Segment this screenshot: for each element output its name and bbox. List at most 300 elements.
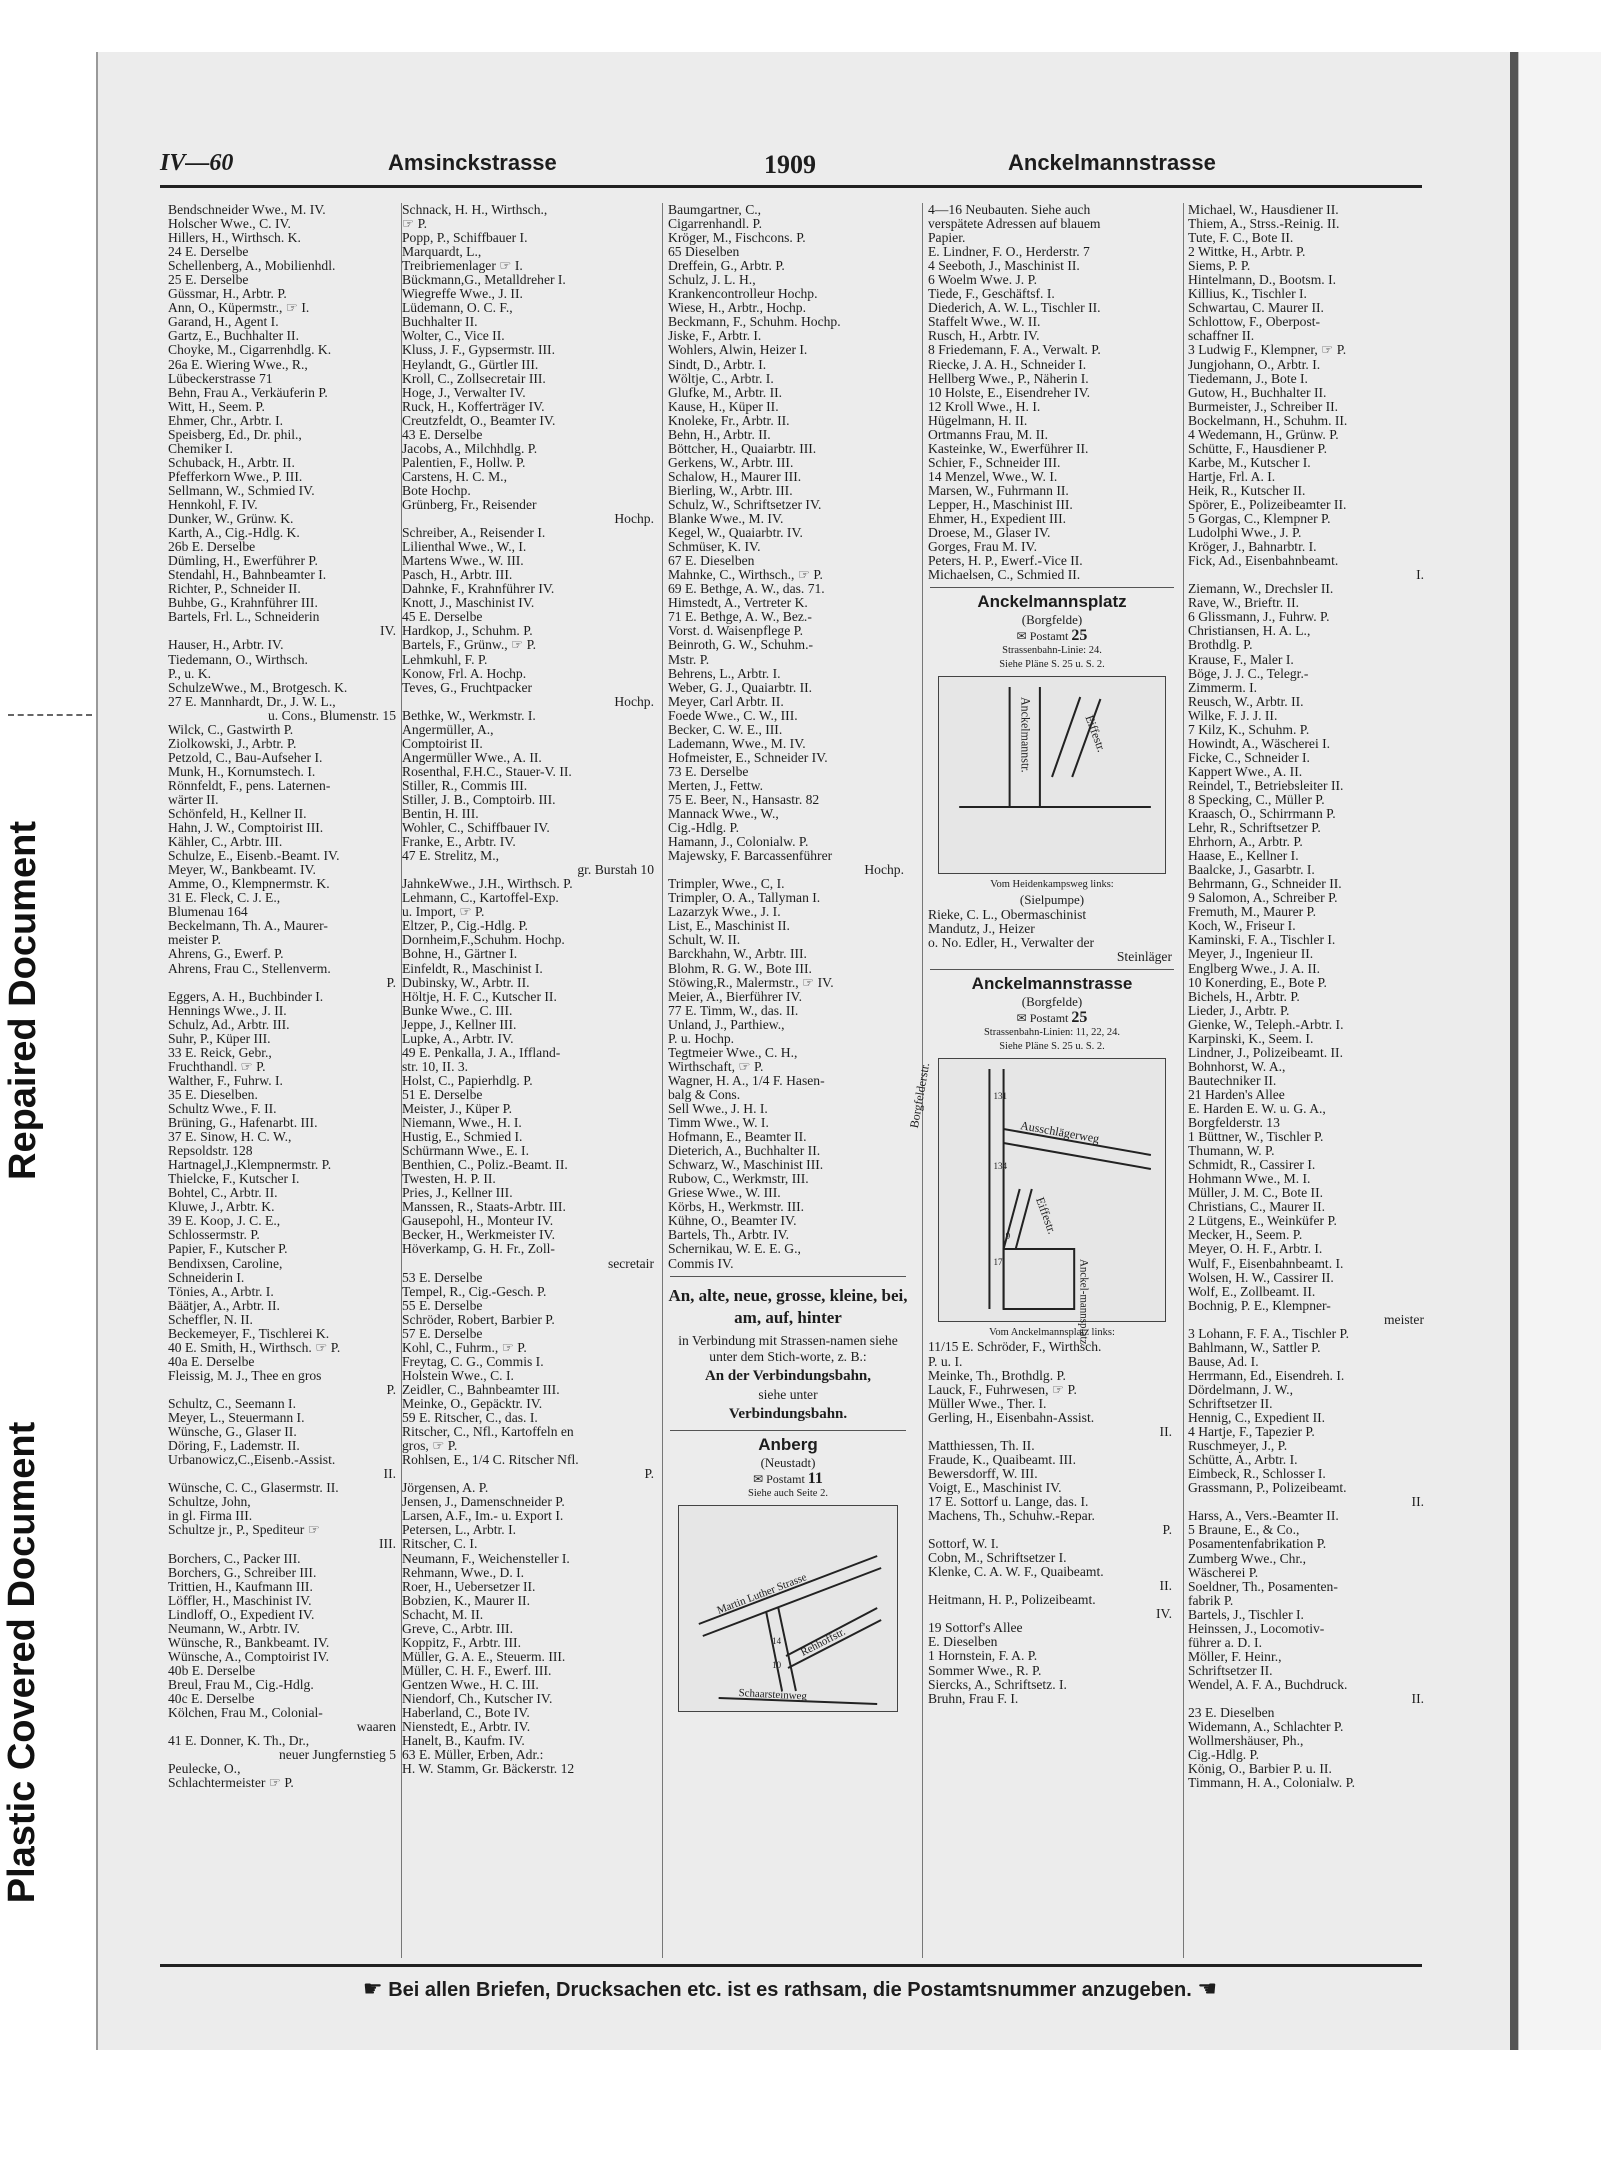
list-item: Hamann, J., Colonialw. P. bbox=[668, 834, 809, 850]
list-item: schaffner II. bbox=[1188, 328, 1255, 344]
list-item: Bohtel, C., Arbtr. II. bbox=[168, 1185, 278, 1201]
list-item: Ortmanns Frau, M. II. bbox=[928, 426, 1049, 442]
list-item: Rosenthal, F.H.C., Stauer-V. II. bbox=[402, 763, 572, 779]
list-item: Wohlers, Alwin, Heizer I. bbox=[668, 342, 808, 358]
list-item: Vorst. d. Waisenpflege P. bbox=[668, 623, 804, 639]
list-item: Cig.-Hdlg. P. bbox=[1188, 1747, 1260, 1763]
list-item: Holstein Wwe., C. I. bbox=[402, 1367, 514, 1383]
list-item: Becker, C. W. E., III. bbox=[668, 721, 783, 737]
scan-margin bbox=[1518, 52, 1601, 2050]
list-item: Marquardt, L., bbox=[402, 244, 482, 260]
list-item: Heitmann, H. P., Polizeibeamt. bbox=[928, 1592, 1096, 1608]
list-item: Ahrens, Frau C., Stellenverm. bbox=[168, 960, 331, 976]
list-item: Scheffler, N. II. bbox=[168, 1311, 253, 1327]
section-rule bbox=[930, 587, 1174, 588]
envelope-icon: ✉ bbox=[1016, 1011, 1027, 1026]
anckelmannsplatz-tram: Strassenbahn-Linie: 24. bbox=[1002, 645, 1102, 657]
list-item: 47 E. Strelitz, M., bbox=[402, 848, 500, 864]
list-item: Kohl, C., Fuhrm., ☞ P. bbox=[402, 1339, 527, 1355]
directory-column-5 bbox=[1188, 203, 1428, 1961]
anckelmannstrasse-map-caption: Vom Anckelmannsplatz links: bbox=[989, 1327, 1115, 1339]
list-item: Schultze, John, bbox=[168, 1494, 251, 1510]
list-item: 49 E. Penkalla, J. A., Iffland- bbox=[402, 1044, 561, 1060]
list-item: Hanelt, B., Kaufm. IV. bbox=[402, 1733, 525, 1749]
list-item: Hohmann Wwe., M. I. bbox=[1188, 1171, 1311, 1187]
list-item: Fremuth, M., Maurer P. bbox=[1188, 904, 1316, 920]
anberg-district: (Neustadt) bbox=[760, 1454, 816, 1470]
list-item: Rave, W., Brieftr. II. bbox=[1188, 595, 1299, 611]
list-item: Eltzer, P., Cig.-Hdlg. P. bbox=[402, 918, 528, 934]
list-item: meister bbox=[1383, 1311, 1424, 1327]
list-item: 5 Braune, E., & Co., bbox=[1188, 1522, 1300, 1538]
list-item: Garand, H., Agent I. bbox=[168, 314, 279, 330]
plastic-covered-document-tab bbox=[0, 1385, 46, 1940]
list-item: 33 E. Reick, Gebr., bbox=[168, 1044, 272, 1060]
anckelmannsplatz-title: Anckelmannsplatz bbox=[977, 592, 1127, 612]
list-item: Wöltje, C., Arbtr. I. bbox=[668, 370, 774, 386]
list-item: Lupke, A., Arbtr. IV. bbox=[402, 1030, 514, 1046]
list-item: Kappert Wwe., A. II. bbox=[1188, 763, 1303, 779]
list-item: Hochp. bbox=[614, 693, 654, 709]
list-item: Bote Hochp. bbox=[402, 482, 471, 498]
list-item: Tönies, A., Arbtr. I. bbox=[168, 1283, 274, 1299]
list-item: Stendahl, H., Bahnbeamter I. bbox=[168, 567, 327, 583]
list-item: Kölchen, Frau M., Colonial- bbox=[168, 1705, 323, 1721]
list-item: Bäätjer, A., Arbtr. II. bbox=[168, 1297, 280, 1313]
list-item: Meinke, O., Gepäcktr. IV. bbox=[402, 1395, 543, 1411]
list-item: Bause, Ad. I. bbox=[1188, 1353, 1259, 1369]
list-item: Ritscher, C. I. bbox=[402, 1536, 478, 1552]
list-item: Bruhn, Frau F. I. bbox=[928, 1690, 1019, 1706]
postamt-number: 25 bbox=[1071, 1009, 1088, 1027]
postamt-label: Postamt bbox=[766, 1471, 805, 1486]
list-item: 1 Büttner, W., Tischler P. bbox=[1188, 1129, 1324, 1145]
list-item: Mandutz, J., Heizer bbox=[928, 921, 1035, 937]
list-item: Schürmann Wwe., E. I. bbox=[402, 1143, 529, 1159]
prefix-notice-text: in Verbindung mit Strassen-namen siehe unter dem Stich-worte, z. B.: bbox=[678, 1332, 898, 1364]
list-item: Meyer, J., Ingenieur II. bbox=[1188, 946, 1314, 962]
list-item: Hoge, J., Verwalter IV. bbox=[402, 384, 526, 400]
list-item: Lademann, Wwe., M. IV. bbox=[668, 735, 806, 751]
list-item: gros, ☞ P. bbox=[402, 1438, 458, 1454]
list-item: Hennkohl, F. IV. bbox=[168, 496, 258, 512]
sidebar-divider bbox=[8, 714, 92, 716]
column-3-entries bbox=[668, 203, 908, 1271]
list-item: Wäscherei P. bbox=[1188, 1564, 1259, 1580]
list-item: Bartels, F., Grünw., ☞ P. bbox=[402, 637, 537, 653]
list-item: neuer Jungfernstieg 5 bbox=[278, 1747, 396, 1763]
list-item: Witt, H., Seem. P. bbox=[168, 398, 265, 414]
list-item: Martens Wwe., W. III. bbox=[402, 553, 524, 569]
list-item: Bethke, W., Werkmstr. I. bbox=[402, 707, 536, 723]
list-item: 69 E. Bethge, A. W., das. 71. bbox=[668, 581, 825, 597]
list-item: Sottorf, W. I. bbox=[928, 1536, 999, 1552]
list-item: Höverkamp, G. H. Fr., Zoll- bbox=[402, 1241, 555, 1257]
list-item: Schulz, Ad., Arbtr. III. bbox=[168, 1016, 290, 1032]
map-house-number: 134 bbox=[993, 1161, 1008, 1172]
list-item: 3 Lohann, F. F. A., Tischler P. bbox=[1188, 1325, 1349, 1341]
list-item: Kroll, C., Zollsecretair III. bbox=[402, 370, 546, 386]
list-item: Lindner, J., Polizeibeamt. II. bbox=[1188, 1044, 1343, 1060]
list-item: Meyer, W., Bankbeamt. IV. bbox=[168, 862, 316, 878]
list-item: Bendschneider Wwe., M. IV. bbox=[168, 202, 326, 217]
list-item: Marsen, W., Fuhrmann II. bbox=[928, 482, 1069, 498]
list-item: Haase, E., Kellner I. bbox=[1188, 848, 1299, 864]
list-item: 6 Glissmann, J., Fuhrw. P. bbox=[1188, 609, 1330, 625]
list-item: Schreiber, A., Reisender I. bbox=[402, 525, 546, 541]
column-4-entries-top bbox=[928, 203, 1176, 582]
list-item: Behn, Frau A., Verkäuferin P. bbox=[168, 384, 328, 400]
list-item: Müller, J. M. C., Bote II. bbox=[1188, 1185, 1324, 1201]
list-item: Lazarzyk Wwe., J. I. bbox=[668, 904, 781, 920]
anberg-map-drawing bbox=[679, 1506, 897, 1711]
list-item: Meister, J., Küper P. bbox=[402, 1101, 513, 1116]
list-item: Wünsche, R., Bankbeamt. IV. bbox=[168, 1634, 330, 1650]
list-item: Stiller, J. B., Comptoirb. III. bbox=[402, 791, 556, 807]
list-item: Schellenberg, A., Mobilienhdl. bbox=[168, 258, 336, 274]
list-item: 5 Gorgas, C., Klempner P. bbox=[1188, 511, 1331, 527]
list-item: Lehmann, C., Kartoffel-Exp. bbox=[402, 890, 559, 906]
list-item: JahnkeWwe., J.H., Wirthsch. P. bbox=[402, 876, 573, 892]
list-item: 21 Harden's Allee bbox=[1188, 1086, 1285, 1102]
list-item: Meyer, Carl Arbtr. II. bbox=[668, 693, 784, 709]
pointing-hand-icon: ☛ bbox=[362, 1976, 383, 2001]
list-item: Löffler, H., Maschinist IV. bbox=[168, 1592, 312, 1608]
list-item: 7 Kilz, K., Schuhm. P. bbox=[1188, 721, 1310, 737]
list-item: Twesten, H. P. II. bbox=[402, 1171, 496, 1187]
list-item: Hofmann, E., Beamter II. bbox=[668, 1129, 807, 1145]
list-item: 8 Friedemann, F. A., Verwalt. P. bbox=[928, 342, 1101, 358]
prefix-notice-see: siehe unter bbox=[758, 1386, 818, 1402]
list-item: Haberland, C., Bote IV. bbox=[402, 1705, 530, 1721]
list-item: Wünsche, G., Glaser II. bbox=[168, 1424, 297, 1440]
list-item: Mstr. P. bbox=[668, 651, 710, 667]
list-item: Comptoirist II. bbox=[402, 735, 483, 751]
list-item: II. bbox=[383, 1466, 396, 1482]
list-item: Lieder, J., Arbtr. P. bbox=[1188, 1002, 1290, 1018]
list-item: Reindel, T., Betriebsleiter II. bbox=[1188, 777, 1344, 793]
list-item: Schulze, E., Eisenb.-Beamt. IV. bbox=[168, 848, 340, 864]
list-item: secretair bbox=[607, 1255, 654, 1271]
list-item: 17 E. Sottorf u. Lange, das. I. bbox=[928, 1493, 1089, 1509]
list-item: Mahnke, C., Wirthsch., ☞ P. bbox=[668, 567, 823, 583]
list-item: Grassmann, P., Polizeibeamt. bbox=[1188, 1480, 1347, 1496]
list-item: Trimpler, O. A., Tallyman I. bbox=[668, 890, 821, 906]
list-item: Brüning, G., Hafenarbt. III. bbox=[168, 1115, 318, 1131]
list-item: Schacht, M. II. bbox=[402, 1606, 484, 1622]
list-item: Manssen, R., Staats-Arbtr. III. bbox=[402, 1199, 566, 1215]
list-item: Gentzen Wwe., H. C. III. bbox=[402, 1676, 539, 1692]
prefix-notice-target: Verbindungsbahn. bbox=[728, 1405, 848, 1422]
prefix-notice-title: An, alte, neue, grosse, kleine, bei, am, auf, hinter bbox=[668, 1285, 908, 1327]
list-item: 10 Konerding, E., Bote P. bbox=[1188, 974, 1327, 990]
list-item: Bautechniker II. bbox=[1188, 1072, 1277, 1088]
list-item: Bartels, J., Tischler I. bbox=[1188, 1606, 1304, 1622]
list-item: Behn, H., Arbtr. II. bbox=[668, 426, 771, 442]
list-item: fabrik P. bbox=[1188, 1592, 1234, 1608]
list-item: Lehmkuhl, F. P. bbox=[402, 651, 488, 667]
list-item: waaren bbox=[356, 1719, 396, 1735]
list-item: Wiese, H., Arbtr., Hochp. bbox=[668, 300, 807, 316]
list-item: Soeldner, Th., Posamenten- bbox=[1188, 1578, 1338, 1594]
list-item: Buhbe, G., Krahnführer III. bbox=[168, 595, 318, 611]
list-item: Wolsen, H. W., Cassirer II. bbox=[1188, 1269, 1334, 1285]
list-item: Hennings Wwe., J. II. bbox=[168, 1002, 287, 1018]
list-item: Niendorf, Ch., Kutscher IV. bbox=[402, 1690, 553, 1706]
section-rule bbox=[670, 1430, 906, 1431]
list-item: Tiedemann, J., Bote I. bbox=[1188, 370, 1308, 386]
list-item: Ann, O., Küpermstr., ☞ I. bbox=[168, 300, 310, 316]
list-item: Bartels, Th., Arbtr. IV. bbox=[668, 1227, 790, 1243]
list-item: Urbanowicz,C.,Eisenb.-Assist. bbox=[168, 1452, 336, 1468]
list-item: Wiegreffe Wwe., J. II. bbox=[402, 286, 523, 302]
list-item: Wendel, A. F. A., Buchdruck. bbox=[1188, 1676, 1348, 1692]
list-item: 3 Ludwig F., Klempner, ☞ P. bbox=[1188, 342, 1347, 358]
list-item: Krause, F., Maler I. bbox=[1188, 651, 1294, 667]
list-item: Borchers, C., Packer III. bbox=[168, 1550, 301, 1566]
list-item: Wulf, F., Eisenbahnbeamt. I. bbox=[1188, 1255, 1344, 1271]
list-item: 40b E. Derselbe bbox=[168, 1662, 256, 1678]
list-item: Jensen, J., Damenschneider P. bbox=[402, 1494, 565, 1510]
list-item: Heinssen, J., Locomotiv- bbox=[1188, 1620, 1325, 1636]
map-street-schaarsteinweg: Schaarsteinweg bbox=[738, 1686, 808, 1703]
list-item: Meinke, Th., Brothdlg. P. bbox=[928, 1367, 1066, 1383]
list-item: Steinläger bbox=[1116, 949, 1172, 965]
list-item: Ruck, H., Kofferträger IV. bbox=[402, 398, 545, 414]
list-item: Rubow, C., Werkmstr, III. bbox=[668, 1171, 809, 1187]
list-item: Ludolphi Wwe., J. P. bbox=[1188, 525, 1302, 541]
list-item: II. bbox=[1159, 1423, 1172, 1439]
list-item: Teves, G., Fruchtpacker bbox=[402, 679, 533, 695]
list-item: Höltje, H. F. C., Kutscher II. bbox=[402, 988, 557, 1004]
list-item: Möller, F. Heinr., bbox=[1188, 1648, 1282, 1664]
list-item: Grünberg, Fr., Reisender bbox=[402, 496, 537, 512]
list-item: Timmann, H. A., Colonialw. P. bbox=[1188, 1775, 1356, 1791]
list-item: Gerling, H., Eisenbahn-Assist. bbox=[928, 1409, 1095, 1425]
list-item: Hügelmann, H. II. bbox=[928, 412, 1028, 428]
list-item: u. Cons., Blumenstr. 15 bbox=[267, 707, 396, 723]
list-item: Kröger, M., Fischcons. P. bbox=[668, 230, 806, 246]
map-street-anckelmannsplatz: Anckel-mannsplatz bbox=[1077, 1259, 1090, 1345]
list-item: Angermüller, A., bbox=[402, 721, 494, 737]
repaired-document-tab bbox=[0, 720, 46, 1280]
postamt-number: 11 bbox=[807, 1469, 823, 1487]
list-item: Baalcke, J., Gasarbtr. I. bbox=[1188, 862, 1315, 878]
list-item: Jeppe, J., Kellner III. bbox=[402, 1016, 517, 1032]
list-item: Pasch, H., Arbtr. III. bbox=[402, 567, 513, 583]
list-item: P. bbox=[386, 974, 396, 990]
list-item: Rohlsen, E., 1/4 C. Ritscher Nfl. bbox=[402, 1452, 579, 1468]
list-item: Rehmann, Wwe., D. I. bbox=[402, 1564, 525, 1580]
list-item: IV. bbox=[380, 623, 396, 639]
anckelmannstrasse-postamt bbox=[928, 1010, 1176, 1026]
list-item: 53 E. Derselbe bbox=[402, 1269, 483, 1285]
list-item: Ahrens, G., Ewerf. P. bbox=[168, 946, 284, 962]
list-item: 40 E. Smith, H., Wirthsch. ☞ P. bbox=[168, 1339, 341, 1355]
list-item: Bierling, W., Arbtr. III. bbox=[668, 482, 793, 498]
list-item: 26a E. Wiering Wwe., R., bbox=[168, 356, 308, 372]
list-item: führer a. D. I. bbox=[1188, 1634, 1262, 1650]
list-item: Dreffein, G., Arbtr. P. bbox=[668, 258, 785, 274]
list-item: Pries, J., Kellner III. bbox=[402, 1185, 513, 1201]
list-item: Kegel, W., Quaiarbtr. IV. bbox=[668, 525, 803, 541]
header-left-street: Amsinckstrasse bbox=[388, 150, 557, 175]
list-item: Wollmershäuser, Ph., bbox=[1188, 1733, 1304, 1749]
list-item: Englberg Wwe., J. A. II. bbox=[1188, 960, 1321, 976]
list-item: Fraude, K., Quaibeamt. III. bbox=[928, 1451, 1076, 1467]
list-item: Siercks, A., Schriftsetz. I. bbox=[928, 1676, 1067, 1692]
list-item: 75 E. Beer, N., Hansastr. 82 bbox=[668, 791, 820, 807]
list-item: 40a E. Derselbe bbox=[168, 1353, 255, 1369]
footer-notice: Bei allen Briefen, Drucksachen etc. ist es rathsam, die Postamtsnummer anzugeben. bbox=[388, 1979, 1192, 2001]
anckelmannsplatz-map-caption: Vom Heidenkampsweg links: bbox=[990, 879, 1114, 891]
plastic-covered-document-label: Plastic Covered Document bbox=[1, 1421, 44, 1904]
list-item: Siems, P. P. bbox=[1188, 258, 1251, 274]
list-item: 9 Salomon, A., Schreiber P. bbox=[1188, 890, 1338, 906]
list-item: Dahnke, F., Krahnführer IV. bbox=[402, 581, 555, 597]
list-item: Papier, F., Kutscher P. bbox=[168, 1241, 288, 1257]
list-item: Stiller, R., Commis III. bbox=[402, 777, 528, 793]
list-item: Bückmann,G., Metalldreher I. bbox=[402, 272, 566, 288]
list-item: Hahn, J. W., Comptoirist III. bbox=[168, 820, 324, 836]
header-year: 1909 bbox=[764, 150, 816, 179]
list-item: 40c E. Derselbe bbox=[168, 1690, 255, 1706]
map-street-ausschlaegerweg: Ausschlägerweg bbox=[1019, 1118, 1101, 1147]
map-street-eiffestr: Eiffestr. bbox=[1082, 713, 1109, 755]
list-item: Hauser, H., Arbtr. IV. bbox=[168, 637, 284, 653]
list-item: 55 E. Derselbe bbox=[402, 1297, 483, 1313]
list-item: Trittien, H., Kaufmann III. bbox=[168, 1578, 313, 1594]
list-item: Heylandt, G., Gürtler III. bbox=[402, 356, 539, 372]
list-item: 4 Wedemann, H., Grünw. P. bbox=[1188, 426, 1339, 442]
list-item: Stöwing,R., Malermstr., ☞ IV. bbox=[668, 974, 834, 990]
list-item: Christians, C., Maurer II. bbox=[1188, 1199, 1326, 1215]
list-item: Kasteinke, W., Ewerführer II. bbox=[928, 440, 1089, 456]
list-item: Petersen, L., Arbtr. I. bbox=[402, 1522, 517, 1538]
list-item: str. 10, II. 3. bbox=[402, 1058, 469, 1074]
list-item: Meyer, L., Steuermann I. bbox=[168, 1410, 305, 1426]
list-item: Böttcher, H., Quaiarbtr. III. bbox=[668, 440, 817, 456]
list-item: Jungjohann, O., Arbtr. I. bbox=[1188, 356, 1321, 372]
list-item: Bentin, H. III. bbox=[402, 806, 479, 822]
list-item: Konow, Frl. A. Hochp. bbox=[402, 665, 527, 681]
list-item: Suhr, P., Küper III. bbox=[168, 1030, 271, 1046]
list-item: o. No. Edler, H., Verwalter der bbox=[928, 935, 1095, 951]
list-item: 23 E. Dieselben bbox=[1188, 1705, 1275, 1721]
list-item: Merten, J., Fettw. bbox=[668, 777, 764, 793]
list-item: Schernikau, W. E. E. G., bbox=[668, 1241, 801, 1257]
list-item: Greve, C., Arbtr. III. bbox=[402, 1620, 513, 1636]
list-item: Jacobs, A., Milchhdlg. P. bbox=[402, 440, 538, 456]
list-item: Schmüser, K. IV. bbox=[668, 539, 761, 555]
list-item: Schriftsetzer II. bbox=[1188, 1662, 1273, 1678]
section-rule bbox=[670, 1276, 906, 1277]
list-item: Heik, R., Kutscher II. bbox=[1188, 482, 1306, 498]
header-right-street: Anckelmannstrasse bbox=[1008, 150, 1216, 175]
list-item: Ziemann, W., Drechsler II. bbox=[1188, 581, 1334, 597]
list-item: Karbe, M., Kutscher I. bbox=[1188, 454, 1311, 470]
list-item: Palentien, F., Hollw. P. bbox=[402, 454, 526, 470]
list-item: Hellberg Wwe., P., Näherin I. bbox=[928, 370, 1089, 386]
list-item: gr. Burstah 10 bbox=[577, 862, 654, 878]
list-item: Schröder, Robert, Barbier P. bbox=[402, 1311, 555, 1327]
list-item: 67 E. Dieselben bbox=[668, 553, 755, 569]
anckelmannstrasse-tram: Strassenbahn-Linien: 11, 22, 24. bbox=[983, 1027, 1121, 1039]
list-item: 26b E. Derselbe bbox=[168, 539, 256, 555]
list-item: Widemann, A., Schlachter P. bbox=[1188, 1719, 1344, 1735]
list-item: Roer, H., Uebersetzer II. bbox=[402, 1578, 536, 1594]
list-item: Reusch, W., Arbtr. II. bbox=[1188, 693, 1304, 709]
list-item: Behrmann, G., Schneider II. bbox=[1188, 876, 1342, 892]
list-item: Choyke, M., Cigarrenhdlg. K. bbox=[168, 342, 332, 358]
list-item: Schwartau, C. Maurer II. bbox=[1188, 300, 1324, 316]
list-item: Neumann, F., Weichensteller I. bbox=[402, 1550, 570, 1566]
list-item: Schult, W. II. bbox=[668, 932, 741, 948]
list-item: P. bbox=[386, 1381, 396, 1397]
map-street-borgfelderstr: Borgfelderstr. bbox=[906, 1062, 933, 1130]
list-item: Walther, F., Fuhrw. I. bbox=[168, 1072, 283, 1088]
list-item: Dördelmann, J. W., bbox=[1188, 1381, 1293, 1397]
list-item: Döring, F., Lademstr. II. bbox=[168, 1438, 300, 1454]
anckelmannstrasse-plans: Siehe Pläne S. 25 u. S. 2. bbox=[999, 1041, 1105, 1053]
anckelmannsplatz-map-drawing bbox=[939, 677, 1165, 873]
list-item: Ruschmeyer, J., P. bbox=[1188, 1438, 1288, 1454]
list-item: 37 E. Sinow, H. C. W., bbox=[168, 1129, 292, 1145]
list-item: P. u. Hochp. bbox=[668, 1030, 735, 1046]
list-item: 4—16 Neubauten. Siehe auch bbox=[928, 202, 1091, 217]
list-item: I. bbox=[1416, 567, 1424, 583]
envelope-icon: ✉ bbox=[1016, 629, 1027, 644]
list-item: Ehrhorn, A., Arbtr. P. bbox=[1188, 834, 1303, 850]
list-item: 45 E. Derselbe bbox=[402, 609, 483, 625]
list-item: Wilck, C., Gastwirth P. bbox=[168, 721, 294, 737]
list-item: Bochnig, P. E., Klempner- bbox=[1188, 1297, 1331, 1313]
list-item: Diederich, A. W. L., Tischler II. bbox=[928, 300, 1101, 316]
list-item: Benthien, C., Poliz.-Beamt. II. bbox=[402, 1157, 568, 1173]
list-item: Dieterich, A., Buchhalter II. bbox=[668, 1143, 821, 1159]
list-item: Meyer, O. H. F., Arbtr. I. bbox=[1188, 1241, 1323, 1257]
list-item: Niemann, Wwe., H. I. bbox=[402, 1115, 522, 1131]
list-item: Ehmer, Chr., Arbtr. I. bbox=[168, 412, 283, 428]
list-item: Karpinski, K., Seem. I. bbox=[1188, 1030, 1314, 1046]
list-item: Mannack Wwe., W., bbox=[668, 806, 779, 822]
list-item: Kröger, J., Bahnarbtr. I. bbox=[1188, 539, 1317, 555]
list-item: Beinroth, G. W., Schuhm.- bbox=[668, 637, 813, 653]
list-item: SchulzeWwe., M., Brotgesch. K. bbox=[168, 679, 348, 695]
list-item: Michaelsen, C., Schmied II. bbox=[928, 567, 1081, 583]
list-item: H. W. Stamm, Gr. Bäckerstr. 12 bbox=[402, 1761, 575, 1777]
list-item: II. bbox=[1159, 1578, 1172, 1594]
list-item: Blohm, R. G. W., Bote III. bbox=[668, 960, 812, 976]
list-item: 27 E. Mannhardt, Dr., J. W. L., bbox=[168, 693, 336, 709]
list-item: Ficke, C., Schneider I. bbox=[1188, 749, 1310, 765]
anckelmannsplatz-postamt bbox=[928, 628, 1176, 644]
list-item: Schulz, W., Schriftsetzer IV. bbox=[668, 496, 822, 512]
list-item: Wohler, C., Schiffbauer IV. bbox=[402, 820, 550, 836]
list-item: Gartz, E., Buchhalter II. bbox=[168, 328, 299, 344]
list-item: Trimpler, Wwe., C, I. bbox=[668, 876, 785, 892]
list-item: Bohne, H., Gärtner I. bbox=[402, 946, 518, 962]
list-item: Spörer, E., Polizeibeamter II. bbox=[1188, 496, 1347, 512]
list-item: Behrens, L., Arbtr. I. bbox=[668, 665, 781, 681]
list-item: Howindt, A., Wäscherei I. bbox=[1188, 735, 1331, 751]
list-item: 19 Sottorf's Allee bbox=[928, 1620, 1023, 1636]
pointing-hand-icon: ☚ bbox=[1197, 1976, 1218, 2001]
list-item: Böge, J. J. C., Telegr.- bbox=[1188, 665, 1309, 681]
list-item: 24 E. Derselbe bbox=[168, 244, 249, 260]
anberg-postamt bbox=[668, 1471, 908, 1487]
list-item: Borchers, G., Schreiber III. bbox=[168, 1564, 317, 1580]
